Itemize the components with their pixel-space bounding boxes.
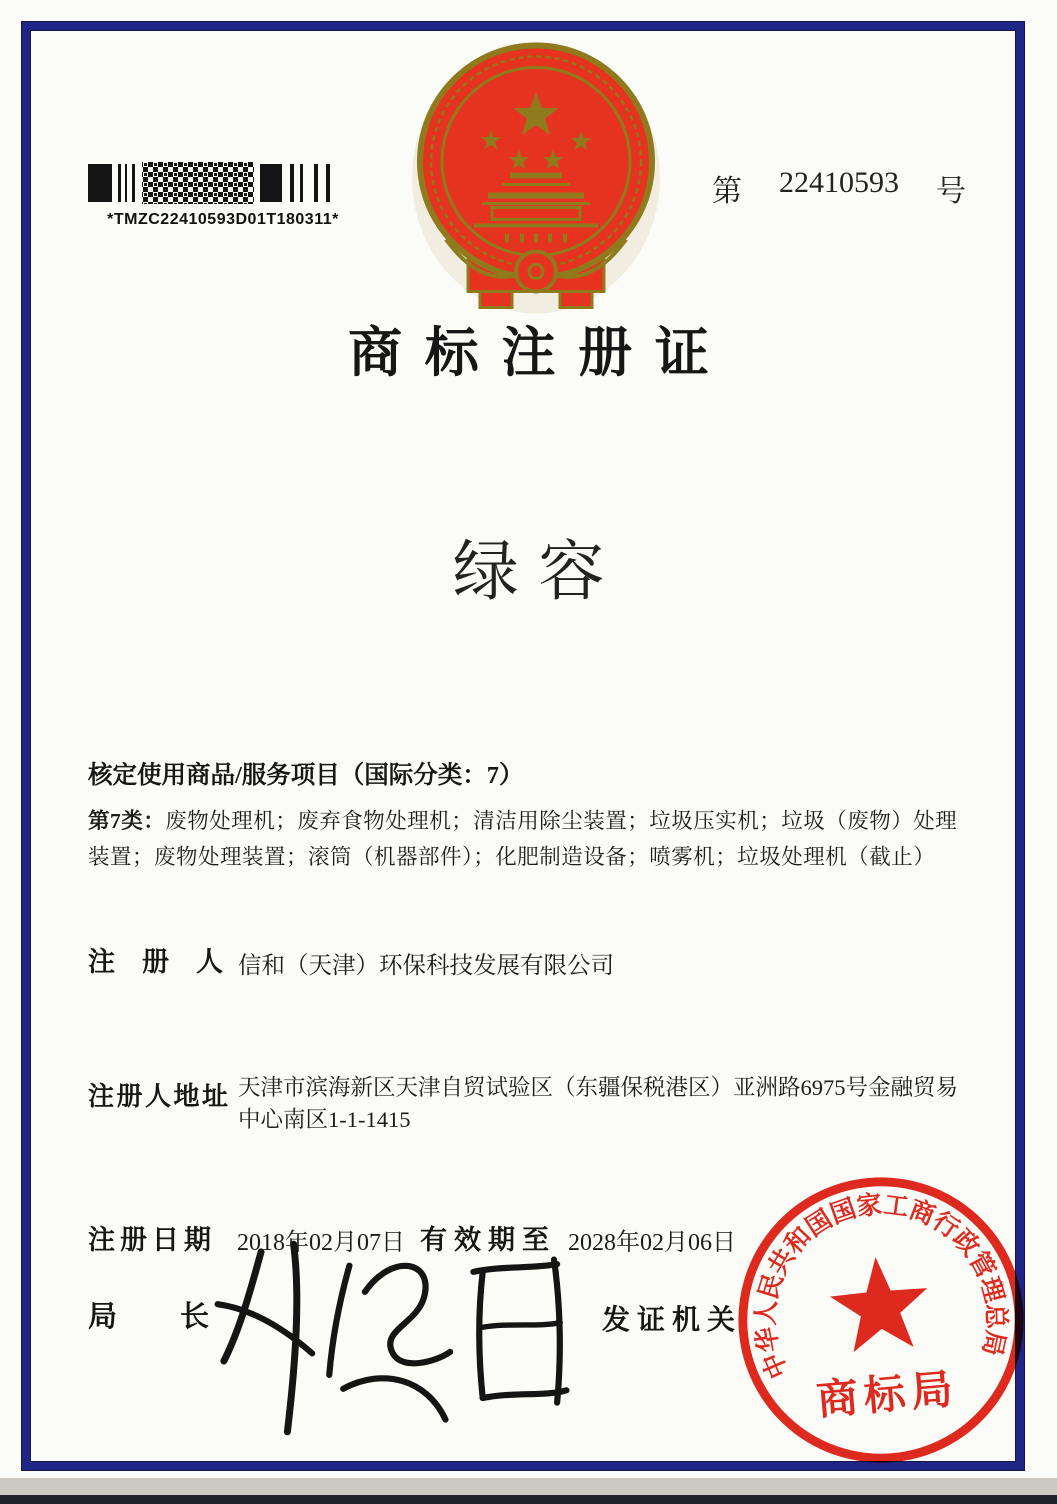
scan-edge-gray <box>0 1478 1057 1495</box>
trademark-office-seal <box>721 1160 1042 1481</box>
barcode-icon <box>88 162 358 204</box>
certificate-number-row <box>712 166 966 210</box>
document-title: 商标注册证 <box>348 323 732 383</box>
seal-ring-text: 中华人民共和国国家工商行政管理总局 <box>750 1189 1011 1383</box>
number-suffix: 号 <box>936 175 966 208</box>
national-emblem-icon <box>412 42 660 317</box>
barcode-text: *TMZC22410593D01T180311* <box>107 211 339 228</box>
seal-star-icon <box>827 1253 932 1354</box>
registrant-address-value: 天津市滨海新区天津自贸试验区（东疆保税港区）亚洲路6975号金融贸易中心南区1-1-1415 <box>238 1075 959 1132</box>
registrant-value: 信和（天津）环保科技发展有限公司 <box>238 953 614 979</box>
seal-org-text: 商标局 <box>814 1365 961 1424</box>
validity-date-label: 有效期至 <box>420 1225 556 1255</box>
issuing-authority-label: 发证机关 <box>602 1305 743 1336</box>
director-signature <box>213 1238 585 1438</box>
number-prefix: 第 <box>712 175 742 208</box>
goods-services-heading: 核定使用商品/服务项目（国际分类：7） <box>88 762 524 789</box>
registrant-label: 注册人 <box>88 947 250 977</box>
director-label-ju: 局 <box>88 1301 118 1333</box>
certificate-number: 22410593 <box>779 166 899 199</box>
trademark-name: 绿容 <box>452 536 625 609</box>
barcode-block <box>88 162 358 229</box>
goods-services-list <box>88 804 974 875</box>
director-label-zhang: 长 <box>180 1301 210 1333</box>
scan-edge-dark <box>0 1495 1057 1504</box>
goods-class-label: 第7类： <box>88 809 166 833</box>
registrant-address-label: 注册人地址 <box>88 1082 231 1111</box>
registration-date-value: 2018年02月07日 <box>237 1230 405 1256</box>
goods-items-text: 废物处理机；废弃食物处理机；清洁用除尘装置；垃圾压实机；垃圾（废物）处理装置；废物处理装置；滚筒（机器部件）；化肥制造设备；喷雾机；垃圾处理机（截止） <box>88 809 958 869</box>
validity-date-value: 2028年02月06日 <box>568 1230 736 1256</box>
registration-date-label: 注册日期 <box>88 1225 216 1255</box>
